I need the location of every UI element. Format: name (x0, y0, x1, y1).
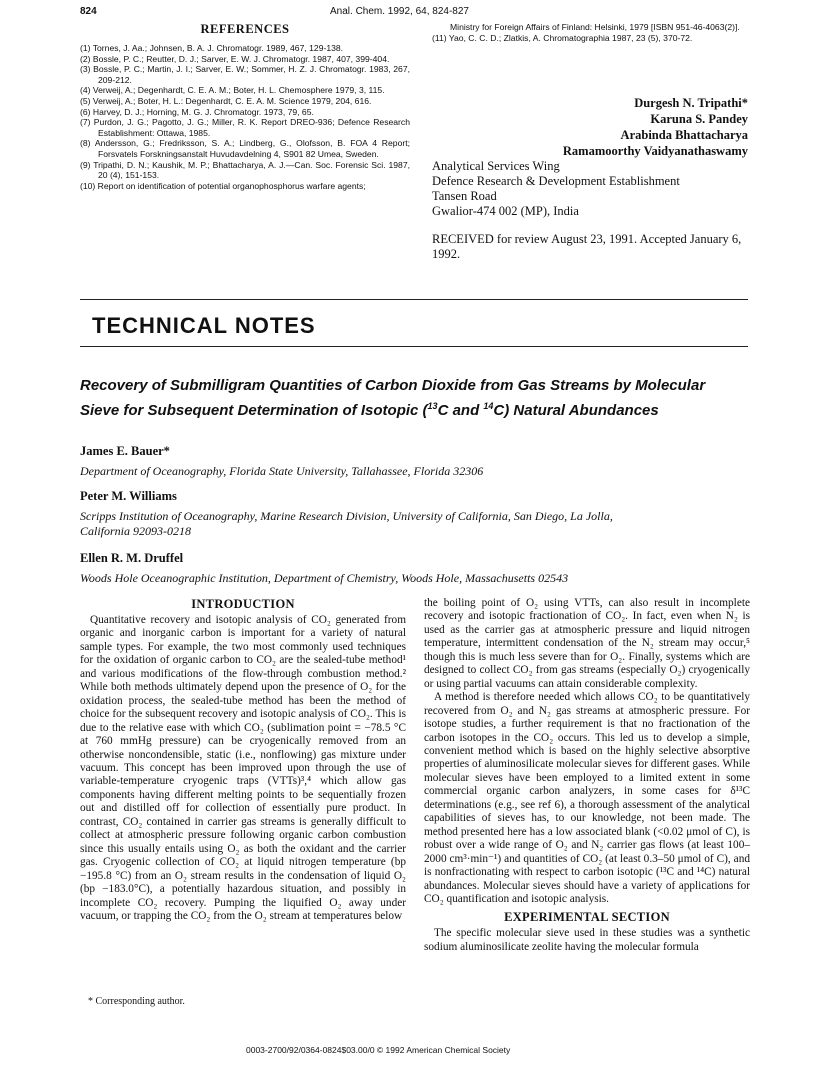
author-name: Arabinda Bhattacharya (620, 128, 748, 142)
article-author-name: Peter M. Williams (80, 489, 177, 503)
references-section (80, 22, 410, 191)
title-line-2: Sieve for Subsequent Determination of Isotopic ($^{13}$C and $^{14}$C) Natural Abundances (80, 401, 659, 419)
section-rule-bottom (80, 346, 748, 347)
article-author-affiliation: Department of Oceanography, Florida State University, Tallahassee, Florida 32306 (80, 464, 484, 478)
received-date: RECEIVED for review August 23, 1991. Accepted January 6, 1992. (432, 232, 742, 261)
reference-item: (5) Verweij, A.; Boter, H. L.: Degenhardt, C. E. A. M. Science 1979, 204, 616. (80, 95, 372, 106)
body-paragraph: Quantitative recovery and isotopic analysis of CO₂ generated from organic and inorganic carbon is important for a variety of natural sample types. For example, the two most commonly used techniques for the oxidation of organic carbon to CO₂ are the sealed-tube method¹ and various modifications of the flow-through combustion method.² While both methods ultimately depend upon the presence of O₂ for the oxidation process, the sealed-tube method has been the method of choice for the subsequent recovery and isotopic analysis of CO₂. This is due to the relative ease with which CO₂ (sublimation point = −78.5 °C at 760 mmHg pressure) can be cryogenically removed from an otherwise noncondensible, static (i.e., nonflowing) gas mixture under vacuum. This concept has been improved upon through the use of variable-temperature cryogenic traps (VTTs)³,⁴ which allow gas components having different melting points to be sequentially frozen out and distilled off for collection of essentially pure product. In contrast, CO₂ contained in carrier gas streams is generally difficult to collect at atmospheric pressure following organic carbon combustion since this usually entails using O₂ as both the oxidant and the carrier gas. Cryogenic collection of CO₂ at liquid nitrogen temperature (bp −195.8 °C) from an O₂ stream results in the condensation of liquid O₂ (bp −183.0°C), a potentially hazardous situation, and possibly in incomplete CO₂ recovery. Pumping the liquified O₂ away under vacuum, or trapping the CO₂ from the O₂ stream at temperatures below (80, 614, 406, 922)
reference-item: (2) Bossle, P. C.; Reutter, D. J.; Sarver, E. W. J. Chromatogr. 1987, 407, 399-404. (80, 53, 390, 64)
reference-item: Ministry for Foreign Affairs of Finland: Helsinki, 1979 [ISBN 951-46-4063(2)]. (450, 22, 740, 32)
affiliation-line: Gwalior-474 002 (MP), India (432, 204, 579, 218)
references-continued (432, 22, 748, 43)
page-number: 824 (80, 6, 97, 17)
section-rule-top (80, 299, 748, 300)
body-column-left (80, 597, 406, 923)
body-paragraph: The specific molecular sieve used in these studies was a synthetic sodium aluminosilicate zeolite having the molecular formula (424, 927, 750, 953)
article-author-name: James E. Bauer* (80, 444, 170, 458)
article-author-affiliation: Woods Hole Oceanographic Institution, Department of Chemistry, Woods Hole, Massachusetts 02543 (80, 571, 569, 585)
affiliation-line: Tansen Road (432, 189, 497, 203)
author-name: Karuna S. Pandey (650, 112, 748, 126)
article-author-affiliation: Scripps Institution of Oceanography, Marine Research Division, University of California, San Diego, La Jolla, California 92093-0218 (80, 509, 613, 538)
reference-item: (10) Report on identification of potential organophosphorus warfare agents; (80, 180, 366, 191)
page-footer: 0003-2700/92/0364-0824$03.00/0 © 1992 American Chemical Society (246, 1045, 511, 1055)
affiliation-line: Defence Research & Development Establishment (432, 174, 680, 188)
reference-item: (6) Harvey, D. J.; Horning, M. G. J. Chromatogr. 1973, 79, 65. (80, 106, 314, 117)
affiliation-line: Analytical Services Wing (432, 159, 560, 173)
reference-item: (1) Tornes, J. Aa.; Johnsen, B. A. J. Chromatogr. 1989, 467, 129-138. (80, 43, 344, 53)
author-name: Durgesh N. Tripathi* (634, 96, 748, 110)
body-paragraph: A method is therefore needed which allows CO₂ to be quantitatively recovered from O₂ and N₂ gas streams at atmospheric pressure. For isotope studies, a further requirement is that no fractionation of the carbon isotopes in the CO₂ occurs. This led us to develop a simple, convenient method which is based on the highly selective absorptive properties of aluminosilicate molecular sieves for different gases. While molecular sieves have been employed to a limited extent in some commercial organic carbon analyzers, in some cases for δ¹³C determinations (e.g., see ref 6), a thorough assessment of the analytical capabilities of sieves has, to our knowledge, not been made. The method presented here has a low associated blank (<0.02 μmol of C), is robust over a wide range of O₂ and N₂ carrier gas flows (at least 100–2000 cm³·min⁻¹) and quantities of CO₂ (at least 0.3–50 μmol of C), and is nonfractionating with respect to carbon isotopic (¹³C and ¹⁴C) natural abundances. Molecular sieves should have a variety of applications for CO₂ quantification and isotopic analysis. (424, 691, 750, 905)
running-header: Anal. Chem. 1992, 64, 824-827 (330, 6, 469, 17)
body-paragraph: the boiling point of O₂ using VTTs, can also result in incomplete recovery and isotopic fractionation of CO₂. In fact, even when N₂ is used as the carrier gas at atmospheric pressure and liquid nitrogen temperature, intermittent condensation of the N₂ stream may occur,⁵ though this is much less severe than for O₂. Finally, systems which are designed to collect CO₂ from gas streams (especially O₂) cryogenically or using partial vacuums can attain considerable complexity. (424, 597, 750, 690)
previous-article-authors (432, 95, 748, 219)
article-author-name: Ellen R. M. Druffel (80, 551, 184, 565)
title-line-1: Recovery of Submilligram Quantities of Carbon Dioxide from Gas Streams by Molecular (80, 377, 706, 394)
body-column-right (424, 597, 750, 954)
corresponding-author-footnote: * Corresponding author. (88, 996, 185, 1007)
introduction-heading: INTRODUCTION (191, 597, 295, 611)
reference-item: (3) Bossle, P. C.; Martin, J. I.; Sarver, E. W.; Sommer, H. Z. J. Chromatogr. 1983, 267, 209-212. (80, 64, 410, 85)
references-heading: REFERENCES (200, 22, 290, 36)
reference-item: (4) Verweij, A.; Degenhardt, C. E. A. M.; Boter, H. L. Chemosphere 1979, 3, 115. (80, 85, 385, 96)
article-title (80, 376, 748, 421)
reference-item: (11) Yao, C. C. D.; Zlatkis, A. Chromatographia 1987, 23 (5), 370-72. (432, 32, 693, 43)
reference-item: (9) Tripathi, D. N.; Kaushik, M. P.; Bhattacharya, A. J.—Can. Soc. Forensic Sci. 1987, 20 (4), 151-153. (80, 159, 410, 181)
experimental-heading: EXPERIMENTAL SECTION (504, 910, 670, 925)
reference-item: (8) Andersson, G.; Fredriksson, S. A.; Lindberg, G., Olofsson, B. FOA 4 Report; Forsvatels Forskningsanstalt Huvudavdelning 4, S901 82 Umea, Sweden. (80, 138, 410, 159)
author-name: Ramamoorthy Vaidyanathaswamy (562, 144, 748, 158)
section-header: TECHNICAL NOTES (92, 313, 316, 338)
reference-item: (7) Purdon, J. G.; Pagotto, J. G.; Miller, R. K. Report DREO-936; Defence Research Establishment: Ottawa, 1985. (80, 117, 410, 138)
